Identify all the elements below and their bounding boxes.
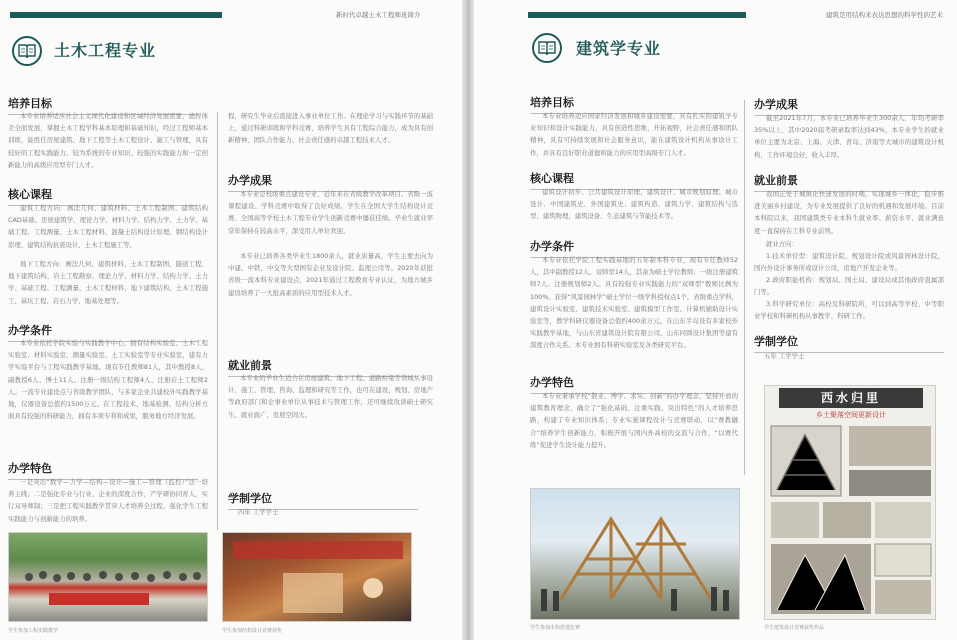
- course-text: 建筑设计初步、公共建筑设计原理、建筑设计、城市规划原理、城市设计、中国建筑史、外国建筑史、建筑构造、建筑力学、建筑结构与选型、建筑物理、建筑设备、生态建筑与节能技术等。: [530, 188, 738, 221]
- features-text: 本专业秉承学校“敬业、博学、求实、创新”的办学理念，坚持开放的建筑教育理念，确立了“强化基础、注重实践、突出特色”的人才培养思路，构建了专业知识体系；专业实施课程设计与竞赛联动，以“赛教融合”培养学生创新能力，积极开展与国内外高校的交流与合作，“以赛代练”促进学生设计能力提升。: [530, 392, 738, 449]
- goal-text: 本专业培养适应社会主义现代化建设和区域经济发展需要，德智体美全面发展，掌握土木工程学科基本原理和基础知识，经过工程师基本训练，能胜任房屋建筑、地下工程等土木工程设计、施工与管理，具有较好的工程实践能力、较为系统的专业知识、较强的实践能力和一定创新能力的高级应用型专门人才。: [8, 112, 208, 169]
- section-heading-features: 办学特色: [8, 460, 52, 476]
- conditions-text: 本专业依托学院实验与实践教学中心，拥有结构实验室、土木工程实验室、材料实验室、测量实验室、土工实验室等专业实验室，建有力学实验平台与工程实践教学基地。现有专任教师81人，其中教授8人、副教授6人、博士11人。注册一级结构工程师4人、注册岩土工程师2人。一流专业建设点与省级教学团队，与多家企业共建校外实践教学基地，仪器设备总值约1500万元。在工程技术、地基检测、结构分析方面具有较强的科研能力，拥有多项专利和成果，服务地方经济发展。: [8, 339, 208, 421]
- section-heading-conditions: 办学条件: [8, 322, 52, 338]
- design-poster: [764, 385, 936, 620]
- running-head: 新时代卓越土木工程师班简介: [336, 11, 421, 19]
- timber-structure-photo: [530, 488, 740, 620]
- results-text-2: 本专业已培养各类毕业生1800余人，就业质量高，学生主要去向为中建、中铁、中交等大型国有企业及设计院、监理公司等。2020年获批省级一流本科专业建设点，2021年通过工程教育专业认证，为地方城乡建设培养了一大批高素质的应用型技术人才。: [228, 252, 433, 297]
- prospects-text: 我国正处于城镇化快速发展的时期，实现城乡一体化，稳步推进美丽乡村建设，为专业发展提供了良好的机遇和发展环境。目前本科院以来，我国建筑类专业本科生就业率、薪资水平、就业满意度一直保持在工科专业前列。: [754, 190, 944, 235]
- prospects-item-3: 3.科学研究单位：高校及科研院所，可以到高等学校、中等职业学校和科研机构从事教学、科研工作。: [754, 300, 944, 321]
- degree-text: 五年 工学学士: [764, 352, 805, 360]
- column-divider: [744, 100, 745, 475]
- section-heading-conditions: 办学条件: [530, 238, 574, 254]
- features-text: 一是突出“数学—力学—结构—设计—施工—管理（监控）”这一培养主线；二是强化专业与行业、企业的深度合作，产学研协同育人，实行双导师制；三是把工程实践教学贯穿人才培养全过程，强化学生工程实践能力与创新能力的培养。: [8, 478, 208, 523]
- section-heading-features: 办学特色: [530, 374, 574, 390]
- poster-subtitle: 乡土聚落空间更新设计: [816, 411, 886, 419]
- course-text-2: 地下工程方向：画法几何、建筑材料、土木工程制图、隧道工程、地下建筑结构、岩土工程勘察、理论力学、材料力学、结构力学、土力学、基础工程、工程测量、土木工程材料、地下建筑结构、土木工程施工、基坑工程、岩石力学、地基处理等。: [8, 260, 208, 305]
- group-photo: [8, 532, 208, 622]
- running-head: 建筑是用结构来表达思想的科学性的艺术: [826, 11, 943, 19]
- section-heading-prospects: 就业前景: [228, 357, 272, 373]
- prospects-item-2: 2.政府职能机构：规划局、国土局、建设局或其他政府直属部门等。: [754, 276, 944, 297]
- conditions-text: 本专业依托学院工程实践基地的五年制本科专业，现有专任教师52人，其中副教授12人、双师型14人，其余为硕士学位教师；一级注册建筑师7人、注册规划师2人。具有较强专业实践能力的“双师型”教师比例为100%。获得“风景园林学”硕士学位一级学科授权点1个，省级重点学科，建筑设计实验室、建筑技术实验室、建筑模型工作室、计算机辅助设计实验室等，教学科研仪器设备总值约400余万元。在山东半岛设有多家校外实践教学基地，与山东省建筑设计院有限公司、山东同圆设计集团等建有深度合作关系。本专业拥有科研实验室及各类研究平台。: [530, 256, 738, 350]
- section-heading-goal: 培养目标: [8, 95, 52, 111]
- col2-continued-text: 程，研究生毕业后直接进入事业单位工作。在理论学习与实践环节的基础上，通过科研训练和学科竞赛，培养学生具有工程综合能力，成为具有创新精神、团队合作能力、社会责任感的卓越工程技术人才。: [228, 112, 433, 145]
- results-text: 截至2021年7月，本专业已培养毕业生300余人，年均考研率35%以上，其中2020届考研录取率达到43%，本专业学生的就业单位主要为北京、上海、天津、青岛、济南等大城市的建筑设计机构，工作环境良好，收入丰厚。: [754, 114, 944, 159]
- book-icon: [12, 36, 42, 66]
- degree-text: 四年 工学学士: [238, 508, 279, 516]
- prospects-item-1: 1.技术单位型：建筑设计院、规划设计院或风景园林设计院，国内外设计事务所或设计公司，房地产开发企业等。: [754, 252, 944, 273]
- section-heading-results: 办学成果: [754, 96, 798, 112]
- right-page: [474, 0, 957, 640]
- photo-caption: 学生参加木构搭建比赛: [530, 625, 581, 631]
- section-heading-results: 办学成果: [228, 172, 272, 188]
- section-heading-prospects: 就业前景: [754, 172, 798, 188]
- prospects-directions: 就业方向：: [766, 240, 798, 248]
- poster-title: 西水归里: [779, 388, 923, 408]
- photo-caption: 学生参加工程实践教学: [8, 628, 59, 634]
- page-title: 土木工程专业: [54, 41, 157, 60]
- section-heading-course: 核心课程: [8, 186, 52, 202]
- photo-caption: 学生建筑设计竞赛获奖作品: [764, 625, 825, 631]
- section-heading-degree: 学制学位: [228, 490, 272, 506]
- book-icon: [532, 33, 562, 63]
- competition-photo: [222, 532, 412, 622]
- prospects-text: 本专业的毕业生适合在房屋建筑、地下工程、道路桥梁等领域从事设计、施工、管理、咨询、监理和研究等工作，也可在建设、规划、房地产等政府部门和企事业单位从事技术与管理工作，还可继续攻读硕士研究生。就业面广，发展空间大。: [228, 374, 433, 419]
- section-heading-degree: 学制学位: [754, 333, 798, 349]
- section-heading-goal: 培养目标: [530, 94, 574, 110]
- course-text: 建筑工程方向：画法几何、建筑材料、土木工程制图、建筑结构CAD基础、房屋建筑学、理论力学、材料力学、结构力学、土力学、基础工程、工程测量、土木工程材料、混凝土结构设计原理、钢结构设计原理、建筑结构抗震设计、土木工程施工等。: [8, 204, 208, 249]
- section-heading-course: 核心课程: [530, 170, 574, 186]
- results-text: 本专业是校级重点建设专业，近年来在省级教学改革项目、省级一流课程建设、学科竞赛中取得了良好成绩。学生在全国大学生结构设计竞赛、全国高等学校土木工程专业学生创新竞赛中屡获佳绩。毕业生就业率常年保持在较高水平，深受用人单位欢迎。: [228, 190, 433, 235]
- left-page: [0, 0, 466, 640]
- header-bar: [528, 12, 746, 18]
- column-divider: [217, 112, 218, 530]
- goal-text: 本专业培养适应国家经济发展和城乡建设需要，具有扎实的建筑学专业知识和设计实践能力，具有创造性思维，开拓视野，社会责任感和团队精神，具有可持续发展和社会服务意识，能在建筑设计机构从事设计工作，并具有良好职业道德和能力的应用型高级专门人才。: [530, 112, 738, 157]
- photo-caption: 学生参加结构设计竞赛获奖: [222, 628, 283, 634]
- header-bar: [10, 12, 222, 18]
- page-title: 建筑学专业: [576, 39, 662, 58]
